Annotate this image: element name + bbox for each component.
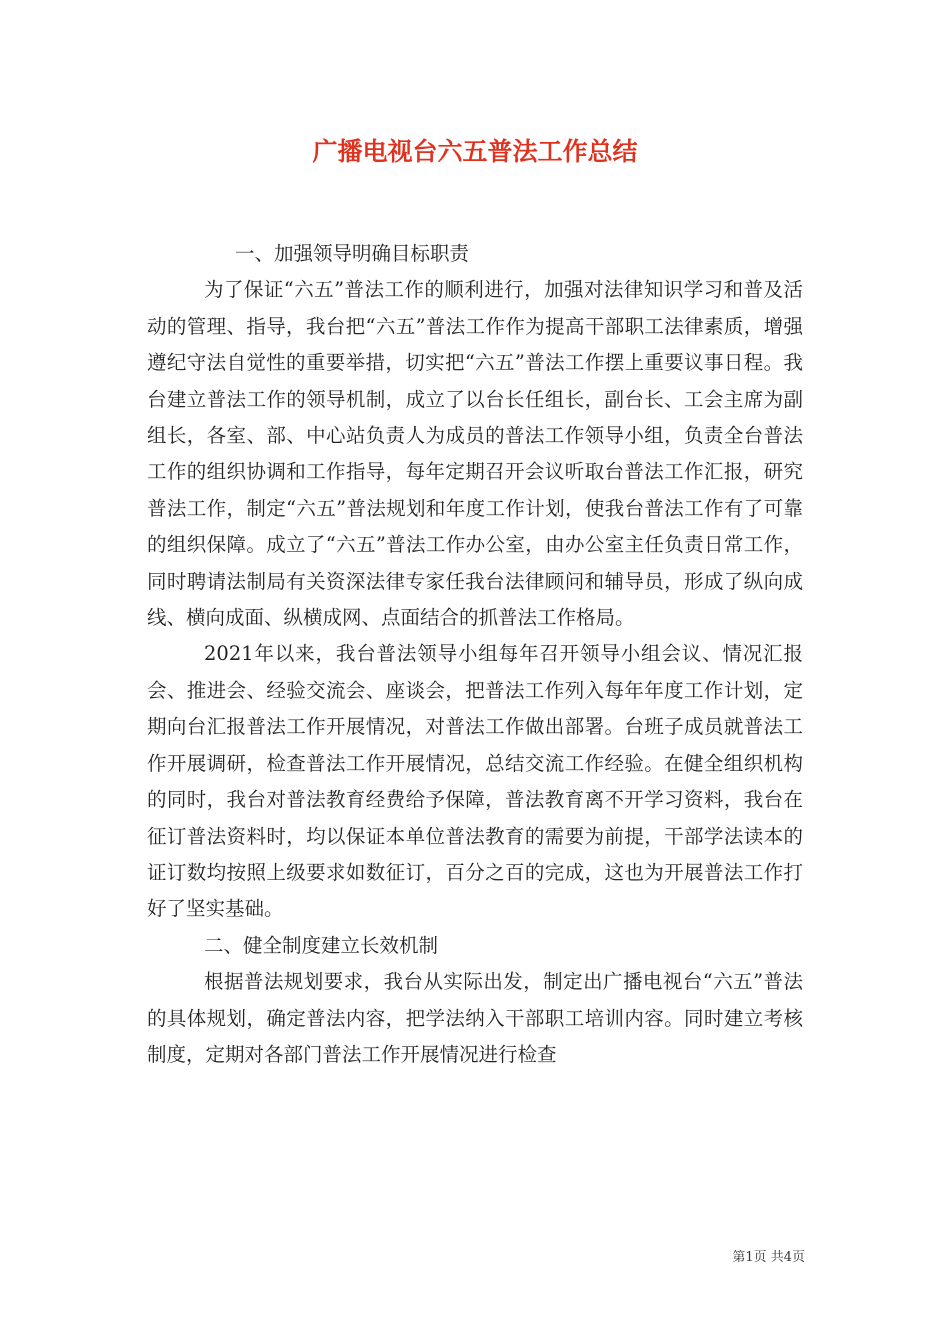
paragraph-3: 根据普法规划要求，我台从实际出发，制定出广播电视台“六五”普法的具体规划，确定普法内容，把学法纳入干部职工培训内容。同时建立考核制度，定期对各部门普法工作开展情况进行检查 [147, 970, 803, 1066]
document-body [147, 236, 803, 1073]
document-title: 广播电视台六五普法工作总结 [312, 137, 638, 166]
paragraph-2: 2021年以来，我台普法领导小组每年召开领导小组会议、情况汇报会、推进会、经验交流会、座谈会，把普法工作列入每年年度工作计划，定期向台汇报普法工作开展情况，对普法工作做出部署。台班子成员就普法工作开展调研，检查普法工作开展情况，总结交流工作经验。在健全组织机构的同时，我台对普法教育经费给予保障，普法教育离不开学习资料，我台在征订普法资料时，均以保证本单位普法教育的需要为前提，干部学法读本的证订数均按照上级要求如数征订，百分之百的完成，这也为开展普法工作打好了坚实基础。 [147, 642, 803, 921]
section-heading-1: 一、加强领导明确目标职责 [235, 242, 470, 265]
paragraph-1: 为了保证“六五”普法工作的顺利进行，加强对法律知识学习和普及活动的管理、指导，我台把“六五”普法工作作为提高干部职工法律素质，增强遵纪守法自觉性的重要举措，切实把“六五”普法工作摆上重要议事日程。我台建立普法工作的领导机制，成立了以台长任组长，副台长、工会主席为副组长，各室、部、中心站负责人为成员的普法工作领导小组，负责全台普法工作的组织协调和工作指导，每年定期召开会议听取台普法工作汇报，研究普法工作，制定“六五”普法规划和年度工作计划，使我台普法工作有了可靠的组织保障。成立了“六五”普法工作办公室，由办公室主任负责日常工作，同时聘请法制局有关资深法律专家任我台法律顾问和辅导员，形成了纵向成线、横向成面、纵横成网、点面结合的抓普法工作格局。 [147, 278, 803, 630]
page-number: 第1页 共4页 [732, 1250, 805, 1265]
section-heading-2: 二、健全制度建立长效机制 [204, 933, 439, 957]
